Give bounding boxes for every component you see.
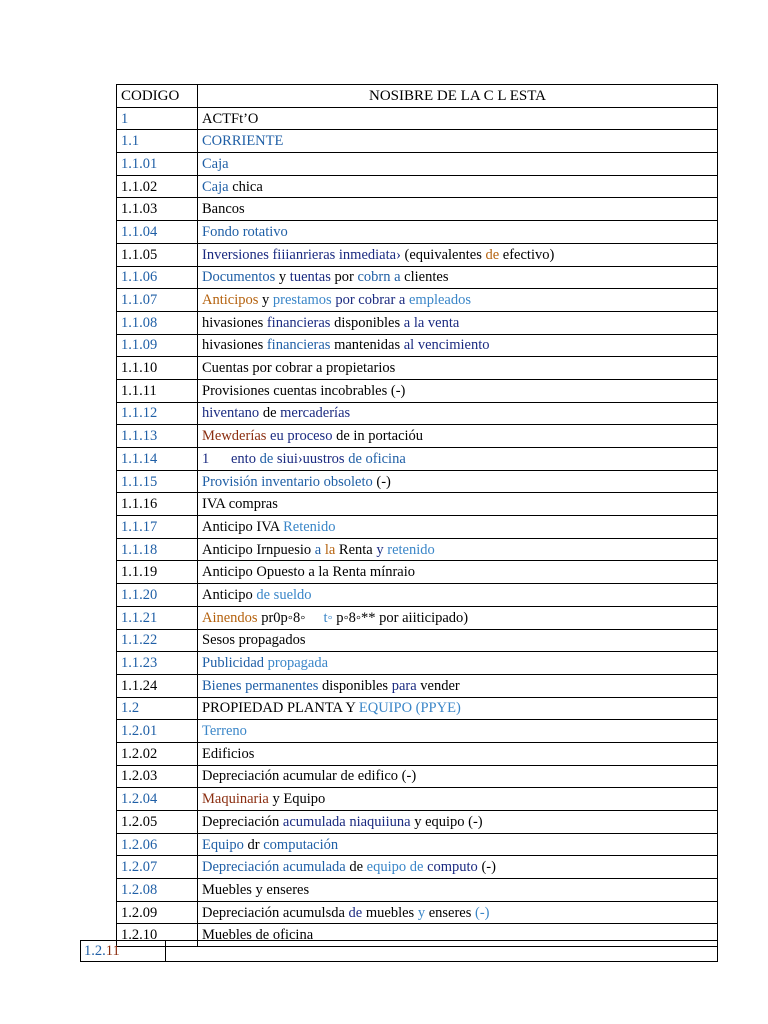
- account-code: 1.1.10: [117, 357, 198, 380]
- account-name: [198, 606, 718, 629]
- account-code: 1.2.05: [117, 811, 198, 834]
- table-row: [117, 584, 718, 607]
- account-name-segment: eu: [266, 428, 288, 445]
- account-name-segment: disponibles: [330, 314, 404, 331]
- account-name: [198, 742, 718, 765]
- account-name-segment: Inversiones fiiianrieras inmediata›: [202, 246, 401, 263]
- table-row: [117, 153, 718, 176]
- account-name-segment: Anticipo: [202, 586, 257, 603]
- table-row: [117, 901, 718, 924]
- account-name-segment: Equipo: [202, 836, 244, 853]
- table-row: [117, 538, 718, 561]
- account-name: [198, 425, 718, 448]
- table-row: [117, 357, 718, 380]
- account-name-segment: y: [417, 904, 426, 921]
- account-code: 1.1.12: [117, 402, 198, 425]
- account-code: 1.1.13: [117, 425, 198, 448]
- account-name-segment: Bienes permanentes: [202, 677, 319, 694]
- account-code: 1.2.09: [117, 901, 198, 924]
- account-name-segment: al vencimiento: [403, 337, 490, 354]
- account-name: [198, 221, 718, 244]
- account-name-segment: Fondo rotativo: [202, 223, 288, 240]
- account-code: 1.1.02: [117, 175, 198, 198]
- account-name: [198, 448, 718, 471]
- account-name-segment: para: [391, 677, 417, 694]
- header-name: NOSIBRE DE LA C L ESTA: [198, 85, 718, 108]
- account-name-segment: retenido: [383, 541, 435, 558]
- table-header-row: [117, 85, 718, 108]
- account-code: 1.1.22: [117, 629, 198, 652]
- account-name-segment: computo: [423, 859, 478, 876]
- account-code: 1.1.19: [117, 561, 198, 584]
- account-name-segment: Anticipo Irnpuesio: [202, 541, 315, 558]
- account-code: 1.1.24: [117, 674, 198, 697]
- account-name-segment: de: [485, 246, 500, 263]
- account-name: [198, 107, 718, 130]
- account-code: 1.1.01: [117, 153, 198, 176]
- account-name-segment: por cobrar a: [331, 292, 409, 309]
- account-name: [198, 311, 718, 334]
- account-code: 1.1.17: [117, 516, 198, 539]
- account-code: 1.1: [117, 130, 198, 153]
- account-name-segment: tuentas: [289, 269, 331, 286]
- table-row: [117, 697, 718, 720]
- account-name-segment: vender: [416, 677, 460, 694]
- account-name-segment: proceso: [287, 428, 333, 445]
- table-row: [117, 130, 718, 153]
- account-name-segment: a la venta: [403, 314, 460, 331]
- table-row: [117, 765, 718, 788]
- account-name-segment: disponibles: [318, 677, 392, 694]
- account-code: 1.1.06: [117, 266, 198, 289]
- continuation-row: [81, 941, 718, 962]
- account-code: 1.1.03: [117, 198, 198, 221]
- account-name-segment: Bancos: [202, 201, 245, 218]
- table-row: [117, 652, 718, 675]
- table-row: [117, 493, 718, 516]
- table-row: [117, 221, 718, 244]
- header-code: CODIGO: [117, 85, 198, 108]
- table-row: [117, 448, 718, 471]
- account-name-segment: Provisión inventario obsoleto: [202, 473, 373, 490]
- account-name-segment: y equipo (-): [410, 813, 483, 830]
- account-name: [198, 788, 718, 811]
- account-name: [198, 198, 718, 221]
- account-name: [198, 516, 718, 539]
- account-name-segment: Depreciación acumulada: [202, 859, 346, 876]
- account-name: [198, 243, 718, 266]
- table-row: [117, 289, 718, 312]
- account-name: [198, 629, 718, 652]
- account-code: 1.1.18: [117, 538, 198, 561]
- account-name-segment: Muebles de oficina: [202, 927, 314, 944]
- table-row: [117, 334, 718, 357]
- account-name-segment: siui›uustros: [273, 450, 349, 467]
- account-name-segment: (-): [474, 904, 490, 921]
- table-row: [117, 107, 718, 130]
- table-row: [117, 811, 718, 834]
- table-row: [117, 629, 718, 652]
- account-name-segment: de in portacióu: [332, 428, 424, 445]
- table-row: [117, 243, 718, 266]
- table-row: [117, 266, 718, 289]
- account-name-segment: muebles: [362, 904, 418, 921]
- account-name-segment: y: [376, 541, 384, 558]
- table-row: [117, 311, 718, 334]
- account-name-segment: Depreciación: [202, 813, 283, 830]
- table-row: [117, 175, 718, 198]
- continuation-name: [166, 941, 718, 962]
- account-name-segment: de: [259, 450, 274, 467]
- account-name-segment: y Equipo: [268, 791, 326, 808]
- account-name-segment: financieras: [266, 337, 331, 354]
- account-name: [198, 720, 718, 743]
- account-name-segment: empleados: [408, 292, 471, 309]
- account-name: [198, 266, 718, 289]
- account-name-segment: clientes: [400, 269, 449, 286]
- account-name-segment: Terreno: [202, 723, 247, 740]
- table-row: [117, 198, 718, 221]
- account-name-segment: pr0p◦8◦: [257, 609, 306, 626]
- account-code: 1.1.20: [117, 584, 198, 607]
- table-row: [117, 742, 718, 765]
- account-name-segment: Provisiones cuentas incobrables (-): [202, 382, 406, 399]
- account-name-segment: la: [321, 541, 339, 558]
- account-code: 1.1.21: [117, 606, 198, 629]
- account-name-segment: p◦8◦** por aiiticipado): [336, 609, 469, 626]
- account-name-segment: Anticipos: [202, 292, 259, 309]
- account-code: 1.1.23: [117, 652, 198, 675]
- table-body: [117, 85, 718, 947]
- account-name: [198, 334, 718, 357]
- account-name: [198, 130, 718, 153]
- account-name-segment: a: [314, 541, 322, 558]
- account-name-segment: mercaderías: [280, 405, 351, 422]
- account-code: 1.2.04: [117, 788, 198, 811]
- account-name: [198, 153, 718, 176]
- account-name-segment: Depreciación acumular de edifico (-): [202, 768, 417, 785]
- table-row: [117, 379, 718, 402]
- account-name-segment: de: [348, 904, 363, 921]
- account-name-segment: Renta: [338, 541, 377, 558]
- account-code: 1.2.10: [117, 924, 198, 947]
- account-code: 1.1.14: [117, 448, 198, 471]
- account-name-segment: hivasiones: [202, 314, 267, 331]
- account-name-segment: Edificios: [202, 745, 255, 762]
- account-code: 1.2.07: [117, 856, 198, 879]
- account-name-segment: Cuentas por cobrar a propietarios: [202, 360, 396, 377]
- account-name-segment: (equivalentes: [400, 246, 486, 263]
- account-code: 1.2.08: [117, 879, 198, 902]
- account-name-segment: 1: [202, 450, 210, 467]
- account-name-segment: Maquinaria: [202, 791, 269, 808]
- account-name: [198, 697, 718, 720]
- account-name-segment: IVA compras: [202, 496, 278, 513]
- table-row: [117, 470, 718, 493]
- account-name-segment: computación: [263, 836, 339, 853]
- account-name-segment: Anticipo IVA: [202, 518, 284, 535]
- account-name: [198, 538, 718, 561]
- account-name-segment: Depreciación acumulsda: [202, 904, 349, 921]
- account-name: [198, 493, 718, 516]
- account-name-segment: hivasiones: [202, 337, 267, 354]
- account-name-segment: equipo de: [366, 859, 424, 876]
- account-name-segment: Documentos: [202, 269, 276, 286]
- account-name: [198, 811, 718, 834]
- account-name-segment: Anticipo Opuesto a la Renta mínraio: [202, 564, 416, 581]
- account-name-segment: cobrn a: [357, 269, 401, 286]
- table-row: [117, 561, 718, 584]
- table-row: [117, 516, 718, 539]
- account-code: 1.2.02: [117, 742, 198, 765]
- account-code: 1: [117, 107, 198, 130]
- account-code: 1.1.05: [117, 243, 198, 266]
- account-name-segment: de: [259, 405, 281, 422]
- account-name: [198, 879, 718, 902]
- continuation-code: [81, 941, 166, 962]
- table-row: [117, 606, 718, 629]
- account-name: [198, 674, 718, 697]
- account-name-segment: enseres: [425, 904, 475, 921]
- account-code: 1.1.08: [117, 311, 198, 334]
- account-name-segment: EQUIPO (PPYE): [358, 700, 461, 717]
- account-name-segment: chica: [228, 178, 263, 195]
- account-name: [198, 402, 718, 425]
- account-code: 1.2.06: [117, 833, 198, 856]
- account-name: [198, 765, 718, 788]
- account-name-segment: Publicidad: [202, 655, 265, 672]
- account-code: 1.1.09: [117, 334, 198, 357]
- account-name: [198, 357, 718, 380]
- account-name-segment: Retenido: [283, 518, 336, 535]
- account-name: [198, 175, 718, 198]
- table-row: [117, 879, 718, 902]
- account-name: [198, 856, 718, 879]
- account-name-segment: de sueldo: [256, 586, 312, 603]
- account-name-segment: (-): [477, 859, 496, 876]
- account-name-segment: y: [275, 269, 290, 286]
- table-row: [117, 833, 718, 856]
- table-row: [117, 720, 718, 743]
- account-name-segment: acumulada niaquiiuna: [282, 813, 411, 830]
- account-name: [198, 561, 718, 584]
- account-name-segment: y: [258, 292, 273, 309]
- account-name-segment: Mewderías: [202, 428, 267, 445]
- table-row: [117, 425, 718, 448]
- table-row: [117, 674, 718, 697]
- account-name: [198, 379, 718, 402]
- table-row: [117, 788, 718, 811]
- account-code: 1.1.16: [117, 493, 198, 516]
- account-name-segment: PROPIEDAD PLANTA Y: [202, 700, 359, 717]
- table-row: [117, 856, 718, 879]
- table-row: [117, 402, 718, 425]
- account-name: [198, 901, 718, 924]
- account-name-segment: prestamos: [272, 292, 332, 309]
- continuation-code-suffix: 11: [105, 942, 120, 959]
- account-name-segment: CORRIENTE: [202, 133, 284, 150]
- account-name: [198, 584, 718, 607]
- account-name-segment: dr: [243, 836, 264, 853]
- account-code: 1.1.15: [117, 470, 198, 493]
- account-code: 1.1.04: [117, 221, 198, 244]
- account-code: 1.2.03: [117, 765, 198, 788]
- account-name-segment: Caja: [202, 178, 229, 195]
- account-name-segment: hiventano: [202, 405, 260, 422]
- account-name-segment: efectivo): [499, 246, 555, 263]
- account-name-segment: mantenidas: [330, 337, 404, 354]
- account-code: 1.2.01: [117, 720, 198, 743]
- account-code: 1.1.11: [117, 379, 198, 402]
- account-name-segment: por: [330, 269, 358, 286]
- account-name: [198, 652, 718, 675]
- account-name: [198, 470, 718, 493]
- account-name-segment: Caja: [202, 155, 229, 172]
- account-name-segment: (-): [372, 473, 391, 490]
- account-name-segment: de: [345, 859, 367, 876]
- continuation-table: [80, 940, 718, 962]
- account-name-segment: financieras: [266, 314, 331, 331]
- continuation-code-prefix: 1.2.: [84, 942, 106, 959]
- account-name-segment: propagada: [264, 655, 329, 672]
- account-name: [198, 289, 718, 312]
- account-name-segment: Ainendos: [202, 609, 258, 626]
- account-name: [198, 833, 718, 856]
- account-name-segment: de oficina: [348, 450, 406, 467]
- account-name-segment: Muebles y enseres: [202, 881, 310, 898]
- chart-of-accounts-table: [116, 84, 718, 947]
- account-code: 1.1.07: [117, 289, 198, 312]
- account-name-segment: t◦: [305, 609, 337, 626]
- account-name-segment: ento: [209, 450, 260, 467]
- account-code: 1.2: [117, 697, 198, 720]
- account-name-segment: ACTFt’O: [202, 110, 259, 127]
- account-name-segment: Sesos propagados: [202, 632, 306, 649]
